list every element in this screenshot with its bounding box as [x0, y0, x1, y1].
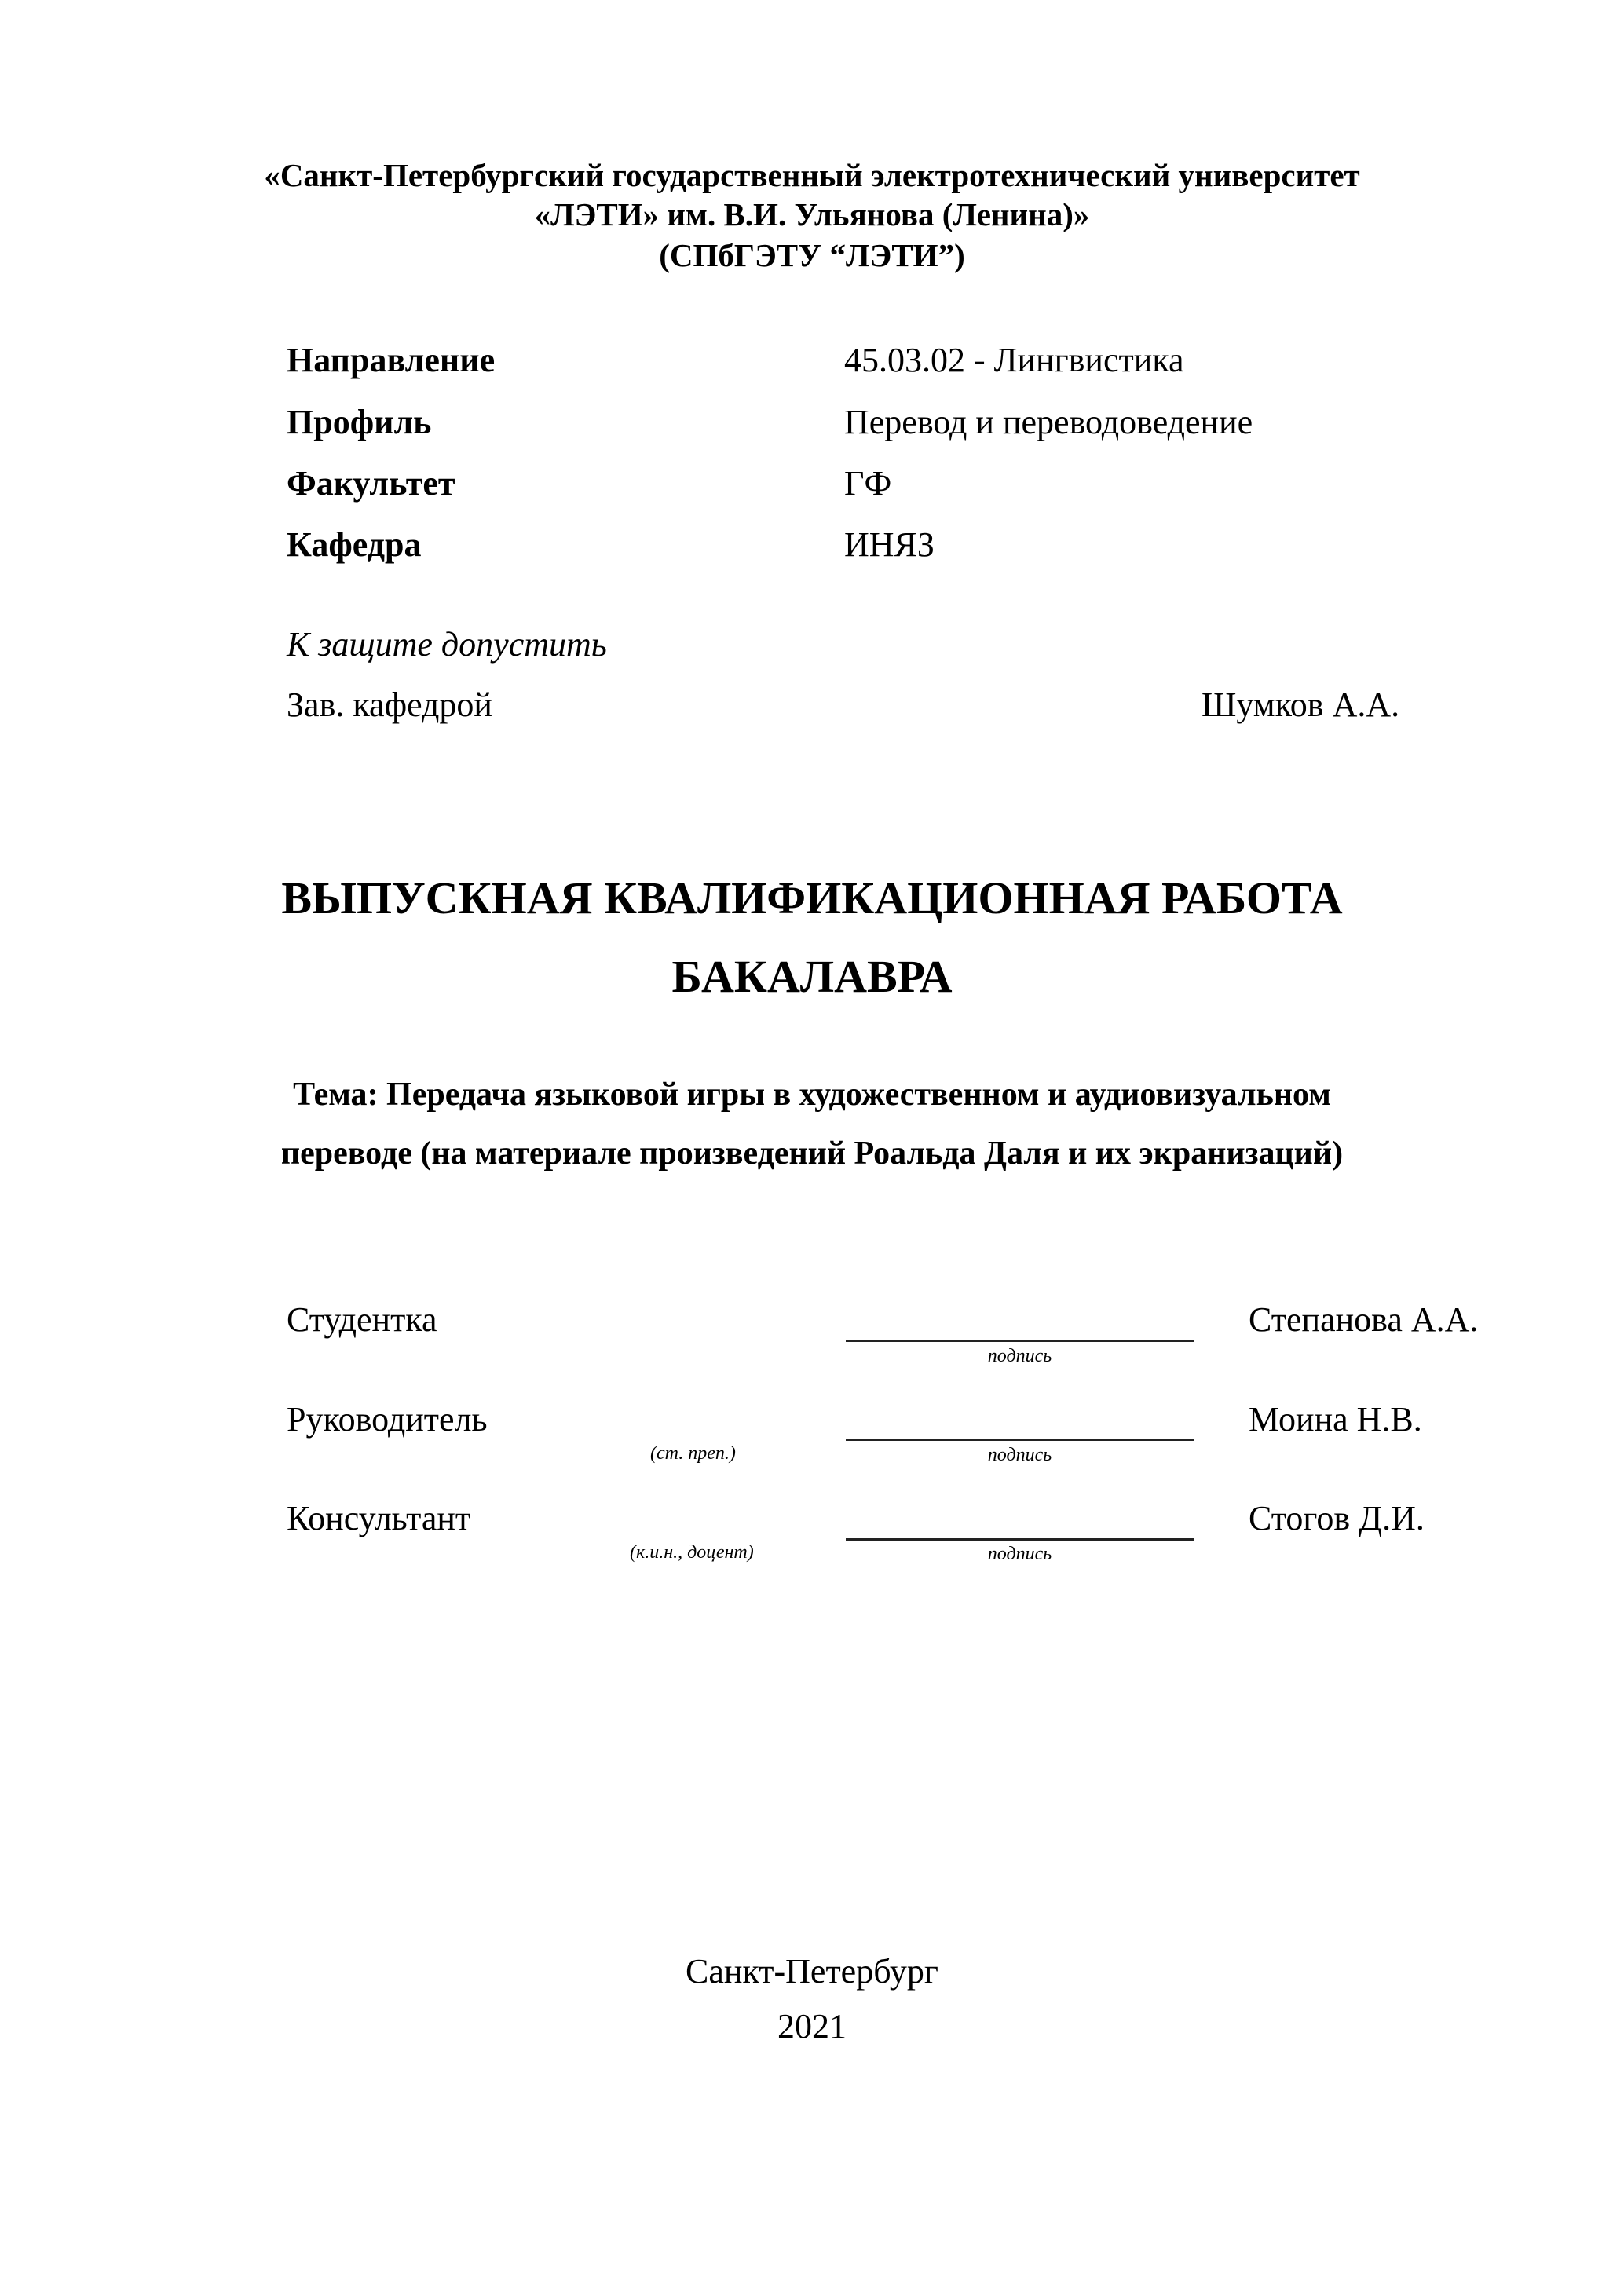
approval-heading: К защите допустить	[287, 625, 607, 664]
signature-caption: подпись	[987, 1346, 1052, 1366]
profile-label: Профиль	[287, 403, 432, 441]
signature-line	[846, 1340, 1194, 1342]
document-title-line1: ВЫПУСКНАЯ КВАЛИФИКАЦИОННАЯ РАБОТА	[281, 872, 1343, 923]
signature-name: Моина Н.В.	[1249, 1400, 1422, 1439]
signature-rank: (ст. преп.)	[650, 1443, 736, 1464]
university-name-line1: «Санкт-Петербургский государственный электротехнический университет	[264, 157, 1360, 193]
faculty-value: ГФ	[844, 464, 892, 503]
document-title-line2: БАКАЛАВРА	[671, 951, 953, 1002]
direction-label: Направление	[287, 341, 496, 379]
signature-role: Руководитель	[287, 1400, 488, 1439]
topic-line1: Тема: Передача языковой игры в художественном и аудиовизуальном	[293, 1077, 1331, 1113]
faculty-label: Факультет	[287, 464, 455, 503]
signature-role: Консультант	[287, 1499, 471, 1537]
signature-rank: (к.и.н., доцент)	[630, 1542, 754, 1563]
direction-value: 45.03.02 - Лингвистика	[844, 341, 1184, 379]
signature-line	[846, 1538, 1194, 1541]
department-label: Кафедра	[287, 525, 422, 564]
signature-line	[846, 1439, 1194, 1441]
university-name-line2: «ЛЭТИ» им. В.И. Ульянова (Ленина)»	[534, 196, 1090, 232]
approval-name: Шумков А.А.	[1202, 686, 1400, 724]
signature-caption: подпись	[987, 1544, 1052, 1564]
university-abbreviation: (СПбГЭТУ “ЛЭТИ”)	[659, 237, 965, 273]
signature-role: Студентка	[287, 1300, 437, 1339]
footer-city: Санкт-Петербург	[686, 1952, 938, 1991]
signature-name: Стогов Д.И.	[1249, 1499, 1425, 1537]
profile-value: Перевод и переводоведение	[844, 403, 1253, 441]
topic-line2: переводе (на материале произведений Роальда Даля и их экранизаций)	[280, 1135, 1344, 1172]
footer-year: 2021	[777, 2007, 847, 2046]
department-value: ИНЯЗ	[844, 525, 935, 564]
signature-caption: подпись	[987, 1445, 1052, 1465]
approval-role: Зав. кафедрой	[287, 686, 492, 724]
signature-name: Степанова А.А.	[1249, 1300, 1479, 1339]
